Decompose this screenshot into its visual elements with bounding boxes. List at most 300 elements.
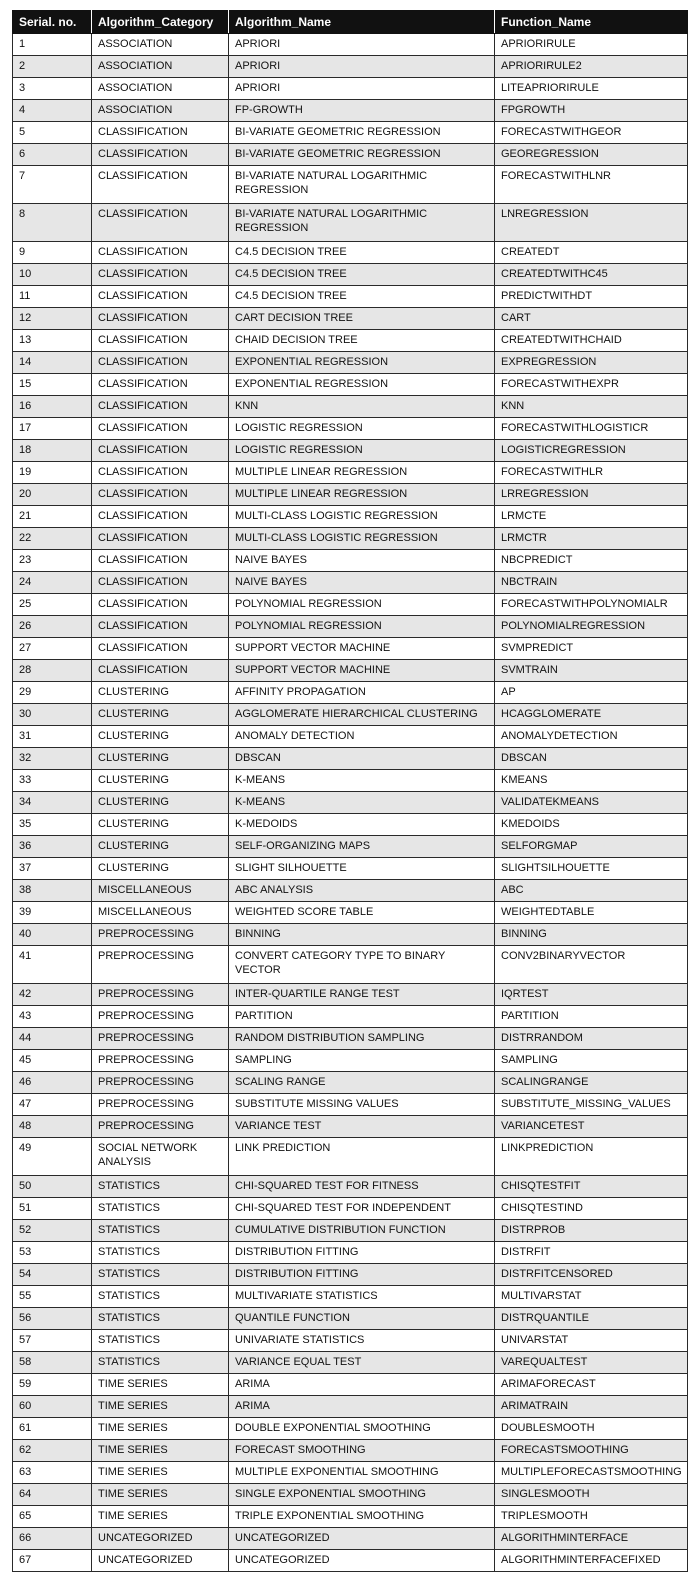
table-row xyxy=(13,506,688,528)
cell-serial-no: 23 xyxy=(13,550,92,572)
cell-algorithm-category: ASSOCIATION xyxy=(92,78,229,100)
table-row xyxy=(13,462,688,484)
table-row xyxy=(13,1506,688,1528)
cell-serial-no: 57 xyxy=(13,1330,92,1352)
table-row xyxy=(13,1006,688,1028)
cell-algorithm-category: CLASSIFICATION xyxy=(92,242,229,264)
cell-algorithm-name: K-MEANS xyxy=(229,770,495,792)
table-row xyxy=(13,858,688,880)
table-row xyxy=(13,418,688,440)
cell-serial-no: 43 xyxy=(13,1006,92,1028)
table-row xyxy=(13,660,688,682)
cell-algorithm-name: K-MEDOIDS xyxy=(229,814,495,836)
cell-serial-no: 13 xyxy=(13,330,92,352)
table-row xyxy=(13,352,688,374)
table-row xyxy=(13,726,688,748)
cell-algorithm-name: TRIPLE EXPONENTIAL SMOOTHING xyxy=(229,1506,495,1528)
cell-function-name: LOGISTICREGRESSION xyxy=(495,440,688,462)
cell-algorithm-category: CLASSIFICATION xyxy=(92,506,229,528)
cell-serial-no: 5 xyxy=(13,122,92,144)
cell-algorithm-category: CLASSIFICATION xyxy=(92,462,229,484)
cell-algorithm-name: CART DECISION TREE xyxy=(229,308,495,330)
cell-algorithm-name: KNN xyxy=(229,396,495,418)
cell-algorithm-category: CLASSIFICATION xyxy=(92,330,229,352)
cell-algorithm-name: DISTRIBUTION FITTING xyxy=(229,1264,495,1286)
cell-algorithm-name: FP-GROWTH xyxy=(229,100,495,122)
cell-function-name: FORECASTWITHLR xyxy=(495,462,688,484)
cell-algorithm-name: ARIMA xyxy=(229,1374,495,1396)
cell-serial-no: 16 xyxy=(13,396,92,418)
cell-algorithm-category: CLUSTERING xyxy=(92,748,229,770)
cell-algorithm-name: ANOMALY DETECTION xyxy=(229,726,495,748)
cell-algorithm-name: LINK PREDICTION xyxy=(229,1138,495,1176)
cell-algorithm-category: STATISTICS xyxy=(92,1176,229,1198)
cell-function-name: GEOREGRESSION xyxy=(495,144,688,166)
cell-algorithm-name: SAMPLING xyxy=(229,1050,495,1072)
cell-algorithm-name: SCALING RANGE xyxy=(229,1072,495,1094)
table-row xyxy=(13,528,688,550)
cell-function-name: VARIANCETEST xyxy=(495,1116,688,1138)
cell-algorithm-name: RANDOM DISTRIBUTION SAMPLING xyxy=(229,1028,495,1050)
cell-serial-no: 9 xyxy=(13,242,92,264)
cell-algorithm-category: CLASSIFICATION xyxy=(92,616,229,638)
table-row xyxy=(13,770,688,792)
cell-algorithm-category: STATISTICS xyxy=(92,1330,229,1352)
cell-algorithm-category: CLASSIFICATION xyxy=(92,374,229,396)
cell-algorithm-category: TIME SERIES xyxy=(92,1396,229,1418)
cell-serial-no: 4 xyxy=(13,100,92,122)
cell-serial-no: 29 xyxy=(13,682,92,704)
cell-algorithm-category: CLUSTERING xyxy=(92,682,229,704)
cell-function-name: APRIORIRULE2 xyxy=(495,56,688,78)
cell-algorithm-category: CLASSIFICATION xyxy=(92,440,229,462)
cell-algorithm-name: ARIMA xyxy=(229,1396,495,1418)
cell-algorithm-name: BI-VARIATE NATURAL LOGARITHMIC REGRESSION xyxy=(229,166,495,204)
cell-algorithm-category: CLASSIFICATION xyxy=(92,572,229,594)
cell-function-name: PARTITION xyxy=(495,1006,688,1028)
cell-algorithm-name: WEIGHTED SCORE TABLE xyxy=(229,902,495,924)
cell-serial-no: 35 xyxy=(13,814,92,836)
table-row xyxy=(13,1352,688,1374)
cell-serial-no: 44 xyxy=(13,1028,92,1050)
table-row xyxy=(13,946,688,984)
cell-serial-no: 61 xyxy=(13,1418,92,1440)
cell-serial-no: 10 xyxy=(13,264,92,286)
cell-algorithm-category: CLUSTERING xyxy=(92,836,229,858)
table-row xyxy=(13,440,688,462)
cell-serial-no: 24 xyxy=(13,572,92,594)
cell-function-name: FPGROWTH xyxy=(495,100,688,122)
cell-serial-no: 1 xyxy=(13,34,92,56)
cell-function-name: DISTRFIT xyxy=(495,1242,688,1264)
cell-serial-no: 32 xyxy=(13,748,92,770)
cell-serial-no: 40 xyxy=(13,924,92,946)
cell-serial-no: 47 xyxy=(13,1094,92,1116)
table-row xyxy=(13,484,688,506)
table-row xyxy=(13,1374,688,1396)
cell-serial-no: 62 xyxy=(13,1440,92,1462)
cell-function-name: CHISQTESTIND xyxy=(495,1198,688,1220)
cell-algorithm-name: SELF-ORGANIZING MAPS xyxy=(229,836,495,858)
cell-algorithm-category: STATISTICS xyxy=(92,1198,229,1220)
cell-serial-no: 39 xyxy=(13,902,92,924)
table-row xyxy=(13,924,688,946)
cell-function-name: ALGORITHMINTERFACEFIXED xyxy=(495,1550,688,1572)
cell-serial-no: 25 xyxy=(13,594,92,616)
cell-serial-no: 3 xyxy=(13,78,92,100)
cell-function-name: VAREQUALTEST xyxy=(495,1352,688,1374)
table-row xyxy=(13,1396,688,1418)
cell-function-name: POLYNOMIALREGRESSION xyxy=(495,616,688,638)
header-serial-no: Serial. no. xyxy=(13,11,92,34)
cell-algorithm-name: BI-VARIATE NATURAL LOGARITHMIC REGRESSION xyxy=(229,204,495,242)
cell-function-name: SVMTRAIN xyxy=(495,660,688,682)
table-body xyxy=(13,34,688,1572)
table-row xyxy=(13,902,688,924)
table-row xyxy=(13,1198,688,1220)
cell-algorithm-name: VARIANCE TEST xyxy=(229,1116,495,1138)
cell-algorithm-name: ABC ANALYSIS xyxy=(229,880,495,902)
cell-serial-no: 20 xyxy=(13,484,92,506)
cell-algorithm-name: C4.5 DECISION TREE xyxy=(229,264,495,286)
cell-serial-no: 52 xyxy=(13,1220,92,1242)
algorithm-table xyxy=(12,10,688,1572)
table-row xyxy=(13,396,688,418)
cell-function-name: TRIPLESMOOTH xyxy=(495,1506,688,1528)
table-row xyxy=(13,704,688,726)
cell-serial-no: 66 xyxy=(13,1528,92,1550)
cell-algorithm-category: TIME SERIES xyxy=(92,1462,229,1484)
cell-algorithm-name: SUPPORT VECTOR MACHINE xyxy=(229,638,495,660)
cell-algorithm-category: TIME SERIES xyxy=(92,1440,229,1462)
cell-algorithm-category: CLASSIFICATION xyxy=(92,352,229,374)
cell-function-name: WEIGHTEDTABLE xyxy=(495,902,688,924)
cell-algorithm-name: VARIANCE EQUAL TEST xyxy=(229,1352,495,1374)
cell-serial-no: 37 xyxy=(13,858,92,880)
table-row xyxy=(13,286,688,308)
table-row xyxy=(13,1264,688,1286)
cell-function-name: CREATEDT xyxy=(495,242,688,264)
cell-serial-no: 22 xyxy=(13,528,92,550)
cell-algorithm-category: PREPROCESSING xyxy=(92,1050,229,1072)
cell-serial-no: 59 xyxy=(13,1374,92,1396)
table-row xyxy=(13,1528,688,1550)
cell-function-name: FORECASTWITHLOGISTICR xyxy=(495,418,688,440)
cell-algorithm-category: STATISTICS xyxy=(92,1242,229,1264)
cell-function-name: MULTIVARSTAT xyxy=(495,1286,688,1308)
cell-algorithm-category: MISCELLANEOUS xyxy=(92,880,229,902)
table-row xyxy=(13,34,688,56)
table-row xyxy=(13,56,688,78)
cell-algorithm-name: SUPPORT VECTOR MACHINE xyxy=(229,660,495,682)
cell-algorithm-name: LOGISTIC REGRESSION xyxy=(229,418,495,440)
cell-serial-no: 30 xyxy=(13,704,92,726)
cell-algorithm-name: MULTIPLE LINEAR REGRESSION xyxy=(229,462,495,484)
cell-serial-no: 55 xyxy=(13,1286,92,1308)
cell-algorithm-name: AGGLOMERATE HIERARCHICAL CLUSTERING xyxy=(229,704,495,726)
cell-serial-no: 41 xyxy=(13,946,92,984)
cell-algorithm-name: APRIORI xyxy=(229,34,495,56)
cell-algorithm-name: CHI-SQUARED TEST FOR FITNESS xyxy=(229,1176,495,1198)
cell-function-name: DOUBLESMOOTH xyxy=(495,1418,688,1440)
cell-function-name: FORECASTWITHEXPR xyxy=(495,374,688,396)
cell-algorithm-category: TIME SERIES xyxy=(92,1418,229,1440)
cell-algorithm-category: CLUSTERING xyxy=(92,726,229,748)
header-function-name: Function_Name xyxy=(495,11,688,34)
cell-serial-no: 34 xyxy=(13,792,92,814)
table-row xyxy=(13,1440,688,1462)
cell-function-name: SELFORGMAP xyxy=(495,836,688,858)
cell-serial-no: 53 xyxy=(13,1242,92,1264)
cell-serial-no: 18 xyxy=(13,440,92,462)
table-row xyxy=(13,1286,688,1308)
cell-algorithm-category: ASSOCIATION xyxy=(92,100,229,122)
cell-function-name: LRREGRESSION xyxy=(495,484,688,506)
table-row xyxy=(13,616,688,638)
cell-function-name: ARIMAFORECAST xyxy=(495,1374,688,1396)
table-row xyxy=(13,1094,688,1116)
table-row xyxy=(13,144,688,166)
cell-algorithm-category: CLASSIFICATION xyxy=(92,528,229,550)
cell-algorithm-name: SUBSTITUTE MISSING VALUES xyxy=(229,1094,495,1116)
cell-algorithm-name: DBSCAN xyxy=(229,748,495,770)
cell-algorithm-category: CLASSIFICATION xyxy=(92,166,229,204)
cell-function-name: FORECASTWITHGEOR xyxy=(495,122,688,144)
cell-function-name: IQRTEST xyxy=(495,984,688,1006)
cell-function-name: SLIGHTSILHOUETTE xyxy=(495,858,688,880)
cell-serial-no: 11 xyxy=(13,286,92,308)
cell-algorithm-category: PREPROCESSING xyxy=(92,1028,229,1050)
cell-algorithm-name: CHI-SQUARED TEST FOR INDEPENDENT xyxy=(229,1198,495,1220)
cell-function-name: SUBSTITUTE_MISSING_VALUES xyxy=(495,1094,688,1116)
cell-function-name: FORECASTWITHPOLYNOMIALR xyxy=(495,594,688,616)
cell-serial-no: 21 xyxy=(13,506,92,528)
cell-algorithm-name: NAIVE BAYES xyxy=(229,572,495,594)
cell-serial-no: 50 xyxy=(13,1176,92,1198)
cell-function-name: DISTRPROB xyxy=(495,1220,688,1242)
cell-serial-no: 38 xyxy=(13,880,92,902)
table-row xyxy=(13,1220,688,1242)
cell-algorithm-category: TIME SERIES xyxy=(92,1484,229,1506)
cell-algorithm-name: C4.5 DECISION TREE xyxy=(229,286,495,308)
cell-algorithm-name: NAIVE BAYES xyxy=(229,550,495,572)
table-row xyxy=(13,308,688,330)
cell-function-name: HCAGGLOMERATE xyxy=(495,704,688,726)
table-row xyxy=(13,204,688,242)
cell-algorithm-category: TIME SERIES xyxy=(92,1374,229,1396)
cell-algorithm-name: EXPONENTIAL REGRESSION xyxy=(229,352,495,374)
cell-function-name: KNN xyxy=(495,396,688,418)
cell-algorithm-name: POLYNOMIAL REGRESSION xyxy=(229,594,495,616)
cell-function-name: CONV2BINARYVECTOR xyxy=(495,946,688,984)
cell-algorithm-name: CONVERT CATEGORY TYPE TO BINARY VECTOR xyxy=(229,946,495,984)
cell-algorithm-category: STATISTICS xyxy=(92,1286,229,1308)
cell-function-name: KMEDOIDS xyxy=(495,814,688,836)
table-row xyxy=(13,1242,688,1264)
cell-algorithm-category: PREPROCESSING xyxy=(92,924,229,946)
cell-function-name: CREATEDTWITHC45 xyxy=(495,264,688,286)
cell-algorithm-category: PREPROCESSING xyxy=(92,1006,229,1028)
cell-algorithm-category: CLASSIFICATION xyxy=(92,660,229,682)
cell-algorithm-category: PREPROCESSING xyxy=(92,984,229,1006)
cell-algorithm-category: ASSOCIATION xyxy=(92,56,229,78)
table-row xyxy=(13,836,688,858)
cell-algorithm-name: AFFINITY PROPAGATION xyxy=(229,682,495,704)
cell-algorithm-category: PREPROCESSING xyxy=(92,1094,229,1116)
cell-function-name: SAMPLING xyxy=(495,1050,688,1072)
table-row xyxy=(13,122,688,144)
table-row xyxy=(13,330,688,352)
cell-algorithm-name: BI-VARIATE GEOMETRIC REGRESSION xyxy=(229,144,495,166)
cell-algorithm-category: STATISTICS xyxy=(92,1352,229,1374)
cell-serial-no: 2 xyxy=(13,56,92,78)
cell-function-name: DBSCAN xyxy=(495,748,688,770)
cell-algorithm-category: STATISTICS xyxy=(92,1220,229,1242)
cell-algorithm-category: TIME SERIES xyxy=(92,1506,229,1528)
cell-algorithm-category: STATISTICS xyxy=(92,1264,229,1286)
cell-algorithm-category: UNCATEGORIZED xyxy=(92,1550,229,1572)
cell-algorithm-category: SOCIAL NETWORK ANALYSIS xyxy=(92,1138,229,1176)
cell-function-name: LRMCTE xyxy=(495,506,688,528)
cell-serial-no: 45 xyxy=(13,1050,92,1072)
cell-function-name: CREATEDTWITHCHAID xyxy=(495,330,688,352)
cell-function-name: UNIVARSTAT xyxy=(495,1330,688,1352)
cell-serial-no: 8 xyxy=(13,204,92,242)
cell-algorithm-category: ASSOCIATION xyxy=(92,34,229,56)
cell-algorithm-category: CLASSIFICATION xyxy=(92,308,229,330)
cell-algorithm-name: MULTIPLE LINEAR REGRESSION xyxy=(229,484,495,506)
cell-algorithm-category: CLASSIFICATION xyxy=(92,144,229,166)
cell-serial-no: 28 xyxy=(13,660,92,682)
cell-algorithm-name: SLIGHT SILHOUETTE xyxy=(229,858,495,880)
cell-function-name: BINNING xyxy=(495,924,688,946)
cell-serial-no: 19 xyxy=(13,462,92,484)
cell-function-name: APRIORIRULE xyxy=(495,34,688,56)
cell-serial-no: 6 xyxy=(13,144,92,166)
table-row xyxy=(13,1116,688,1138)
table-row xyxy=(13,242,688,264)
cell-algorithm-name: K-MEANS xyxy=(229,792,495,814)
table-row xyxy=(13,1330,688,1352)
table-row xyxy=(13,880,688,902)
cell-function-name: EXPREGRESSION xyxy=(495,352,688,374)
cell-algorithm-name: QUANTILE FUNCTION xyxy=(229,1308,495,1330)
cell-algorithm-name: BINNING xyxy=(229,924,495,946)
cell-algorithm-name: DOUBLE EXPONENTIAL SMOOTHING xyxy=(229,1418,495,1440)
header-algorithm-category: Algorithm_Category xyxy=(92,11,229,34)
cell-function-name: ABC xyxy=(495,880,688,902)
cell-algorithm-category: STATISTICS xyxy=(92,1308,229,1330)
table-row xyxy=(13,638,688,660)
table-row xyxy=(13,1050,688,1072)
cell-serial-no: 46 xyxy=(13,1072,92,1094)
cell-serial-no: 51 xyxy=(13,1198,92,1220)
cell-serial-no: 31 xyxy=(13,726,92,748)
cell-algorithm-name: UNCATEGORIZED xyxy=(229,1528,495,1550)
cell-algorithm-name: BI-VARIATE GEOMETRIC REGRESSION xyxy=(229,122,495,144)
cell-function-name: ARIMATRAIN xyxy=(495,1396,688,1418)
table-row xyxy=(13,1028,688,1050)
cell-function-name: NBCPREDICT xyxy=(495,550,688,572)
cell-algorithm-name: MULTIPLE EXPONENTIAL SMOOTHING xyxy=(229,1462,495,1484)
table-row xyxy=(13,1308,688,1330)
cell-algorithm-name: EXPONENTIAL REGRESSION xyxy=(229,374,495,396)
cell-algorithm-category: PREPROCESSING xyxy=(92,946,229,984)
cell-algorithm-category: PREPROCESSING xyxy=(92,1072,229,1094)
cell-function-name: DISTRQUANTILE xyxy=(495,1308,688,1330)
cell-serial-no: 12 xyxy=(13,308,92,330)
cell-algorithm-category: CLASSIFICATION xyxy=(92,122,229,144)
table-row xyxy=(13,550,688,572)
cell-algorithm-category: CLASSIFICATION xyxy=(92,594,229,616)
cell-algorithm-category: CLUSTERING xyxy=(92,858,229,880)
cell-function-name: CHISQTESTFIT xyxy=(495,1176,688,1198)
cell-algorithm-name: DISTRIBUTION FITTING xyxy=(229,1242,495,1264)
cell-algorithm-category: CLASSIFICATION xyxy=(92,418,229,440)
table-row xyxy=(13,1462,688,1484)
cell-algorithm-category: CLUSTERING xyxy=(92,814,229,836)
cell-algorithm-name: CUMULATIVE DISTRIBUTION FUNCTION xyxy=(229,1220,495,1242)
cell-serial-no: 65 xyxy=(13,1506,92,1528)
cell-function-name: LITEAPRIORIRULE xyxy=(495,78,688,100)
cell-function-name: MULTIPLEFORECASTSMOOTHING xyxy=(495,1462,688,1484)
cell-function-name: DISTRRANDOM xyxy=(495,1028,688,1050)
cell-function-name: FORECASTWITHLNR xyxy=(495,166,688,204)
cell-function-name: LINKPREDICTION xyxy=(495,1138,688,1176)
cell-serial-no: 42 xyxy=(13,984,92,1006)
cell-function-name: SCALINGRANGE xyxy=(495,1072,688,1094)
cell-algorithm-category: CLUSTERING xyxy=(92,704,229,726)
cell-algorithm-name: UNCATEGORIZED xyxy=(229,1550,495,1572)
cell-function-name: LRMCTR xyxy=(495,528,688,550)
cell-algorithm-category: CLASSIFICATION xyxy=(92,204,229,242)
cell-function-name: FORECASTSMOOTHING xyxy=(495,1440,688,1462)
table-row xyxy=(13,984,688,1006)
cell-function-name: KMEANS xyxy=(495,770,688,792)
cell-algorithm-category: CLASSIFICATION xyxy=(92,638,229,660)
table-row xyxy=(13,100,688,122)
cell-serial-no: 67 xyxy=(13,1550,92,1572)
cell-serial-no: 33 xyxy=(13,770,92,792)
table-row xyxy=(13,1176,688,1198)
cell-function-name: VALIDATEKMEANS xyxy=(495,792,688,814)
table-row xyxy=(13,1484,688,1506)
cell-algorithm-category: CLUSTERING xyxy=(92,770,229,792)
cell-serial-no: 56 xyxy=(13,1308,92,1330)
cell-algorithm-name: CHAID DECISION TREE xyxy=(229,330,495,352)
cell-algorithm-name: LOGISTIC REGRESSION xyxy=(229,440,495,462)
cell-serial-no: 54 xyxy=(13,1264,92,1286)
table-row xyxy=(13,792,688,814)
cell-serial-no: 60 xyxy=(13,1396,92,1418)
cell-algorithm-category: MISCELLANEOUS xyxy=(92,902,229,924)
cell-algorithm-category: PREPROCESSING xyxy=(92,1116,229,1138)
cell-serial-no: 14 xyxy=(13,352,92,374)
cell-algorithm-category: CLUSTERING xyxy=(92,792,229,814)
cell-algorithm-name: FORECAST SMOOTHING xyxy=(229,1440,495,1462)
cell-function-name: LNREGRESSION xyxy=(495,204,688,242)
cell-function-name: SVMPREDICT xyxy=(495,638,688,660)
cell-serial-no: 49 xyxy=(13,1138,92,1176)
cell-algorithm-name: APRIORI xyxy=(229,78,495,100)
cell-algorithm-name: PARTITION xyxy=(229,1006,495,1028)
table-row xyxy=(13,814,688,836)
cell-algorithm-name: UNIVARIATE STATISTICS xyxy=(229,1330,495,1352)
table-row xyxy=(13,1550,688,1572)
cell-serial-no: 58 xyxy=(13,1352,92,1374)
cell-serial-no: 17 xyxy=(13,418,92,440)
cell-algorithm-name: POLYNOMIAL REGRESSION xyxy=(229,616,495,638)
